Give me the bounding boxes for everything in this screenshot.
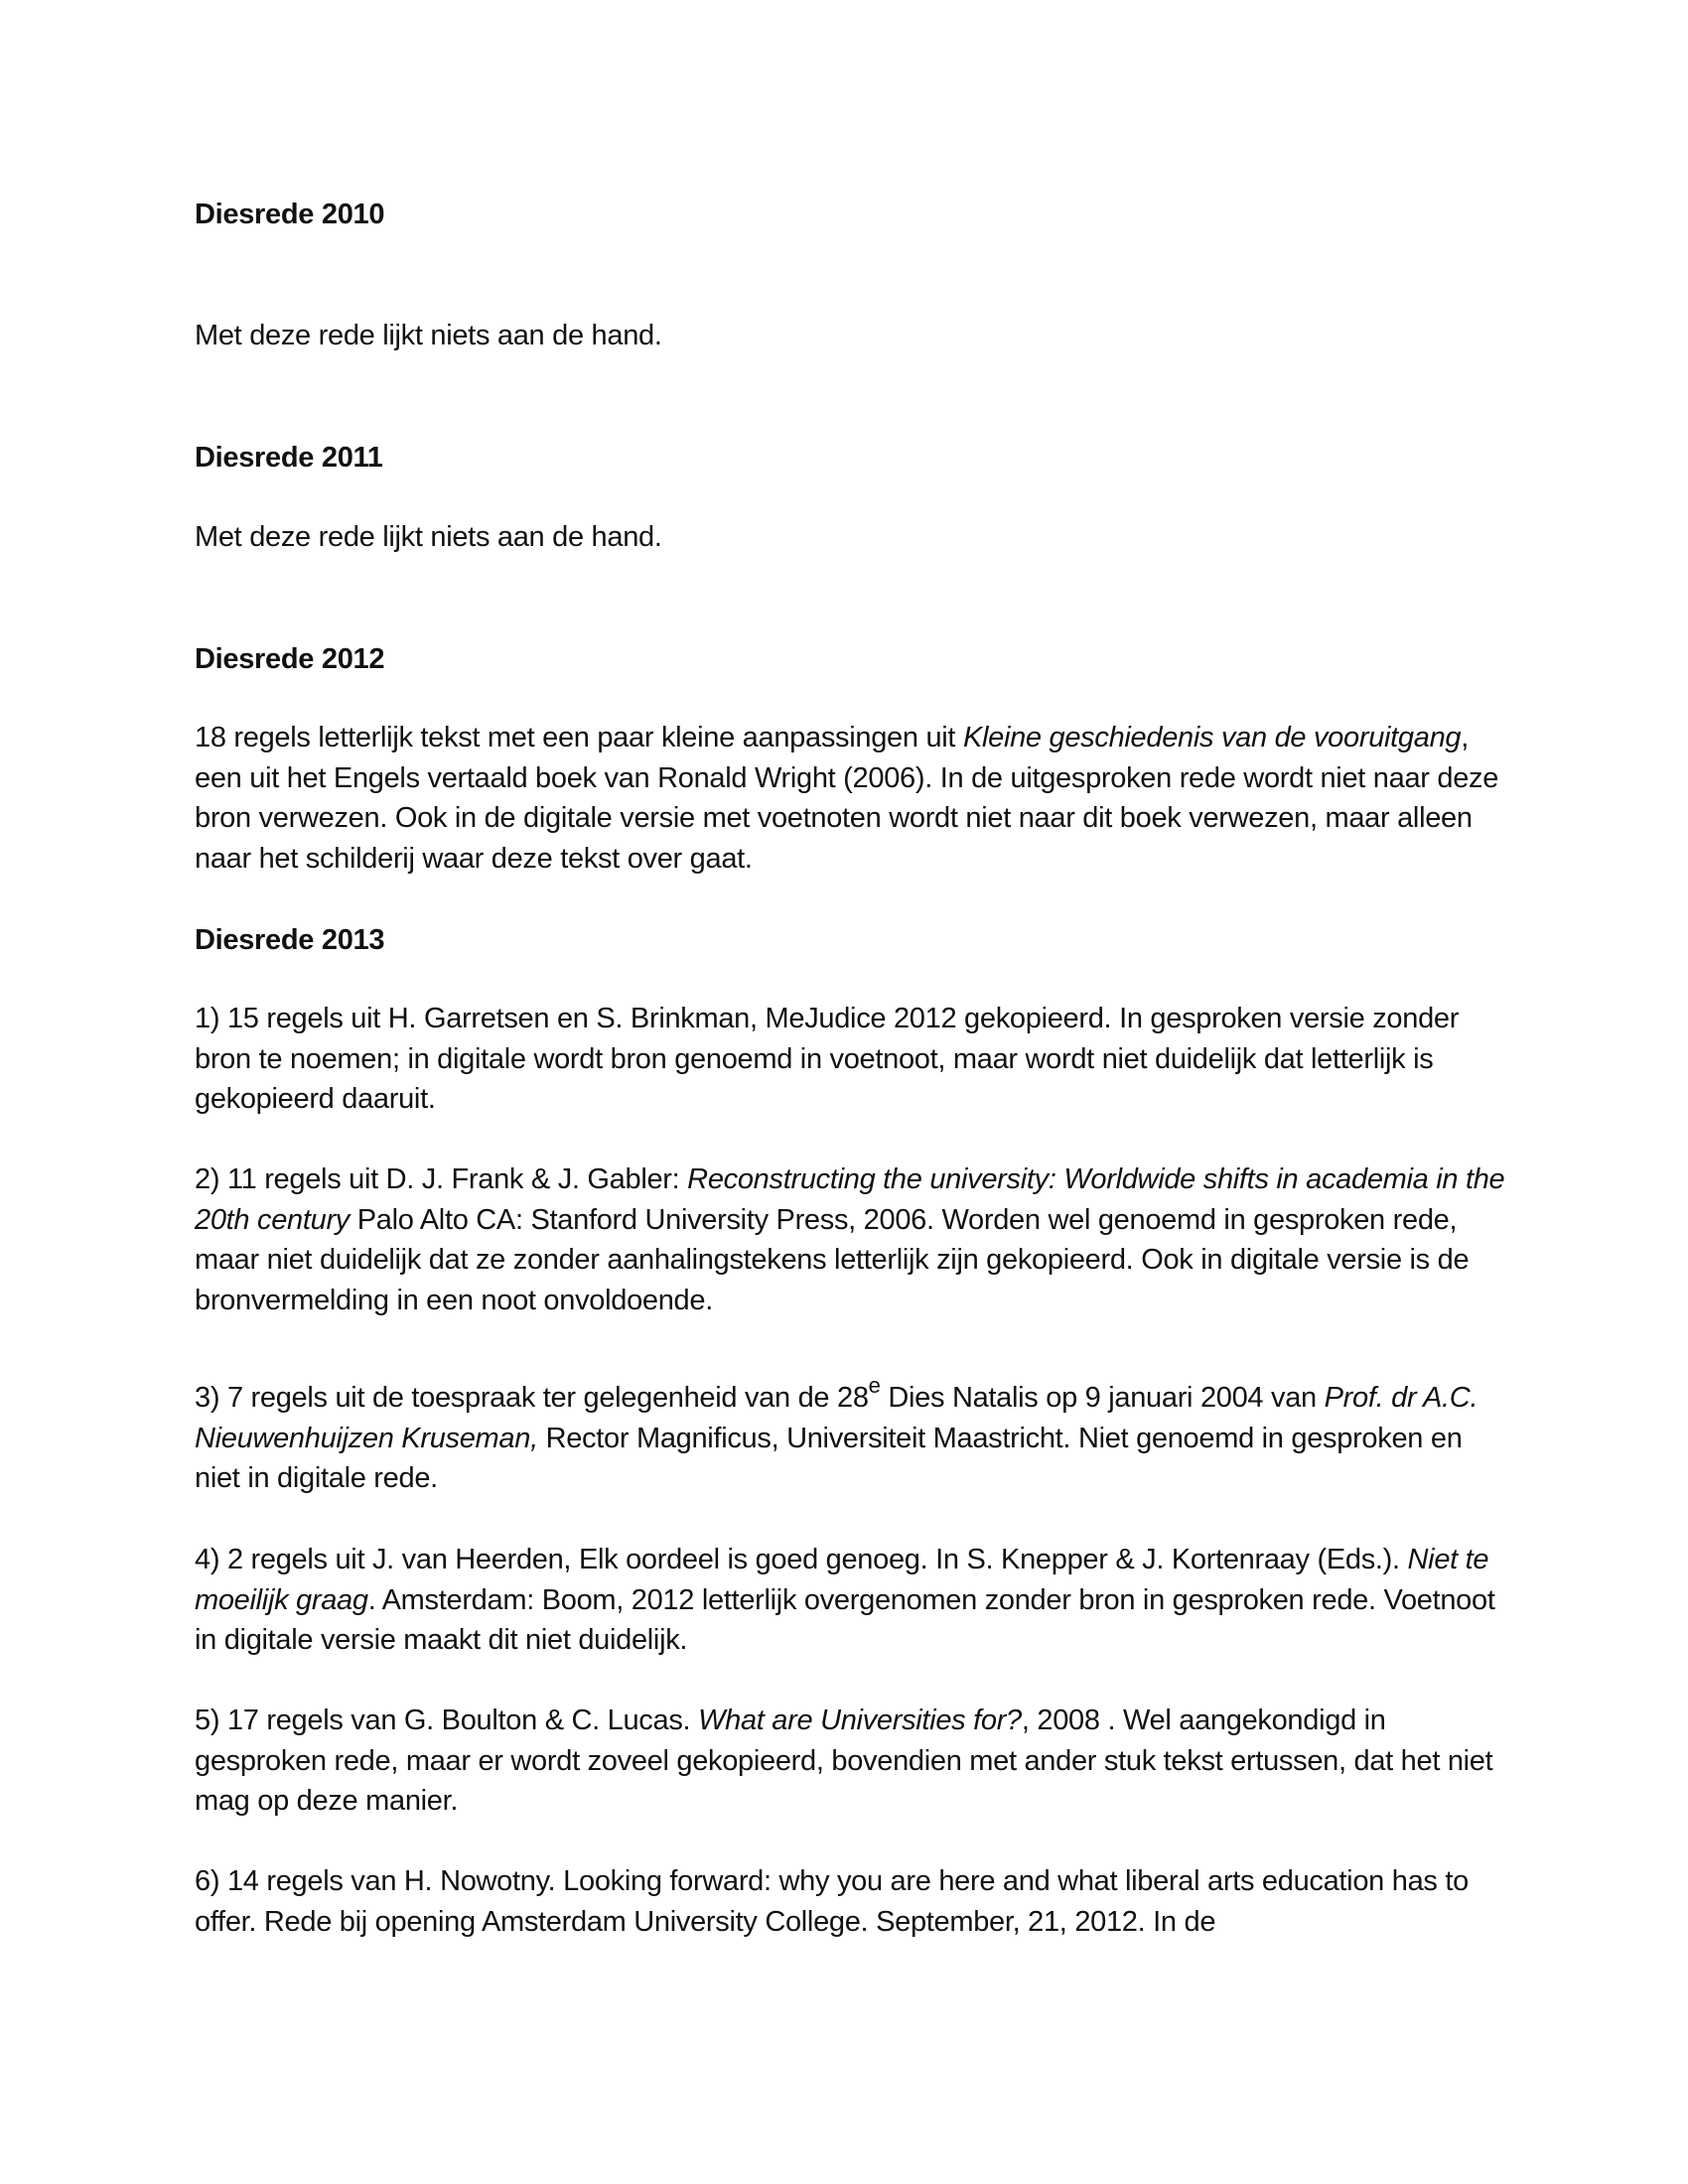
section-2011 <box>195 438 1505 478</box>
list-item <box>195 1861 1505 1942</box>
section-heading: Diesrede 2012 <box>195 643 385 675</box>
list-item <box>195 999 1505 1120</box>
paragraph <box>195 1540 1505 1661</box>
text-run: , een uit het Engels vertaald boek van Ronald Wright (2006). In de uitgesproken rede wordt niet naar deze bron verwezen. Ook in de digitale versie met voetnoten wordt niet naar dit boek verwezen, maar alleen naar het schilderij waar deze tekst over gaat. <box>195 722 1499 875</box>
section-heading: Diesrede 2010 <box>195 199 385 230</box>
paragraph: Met deze rede lijkt niets aan de hand. <box>195 320 662 351</box>
text-run: 2) 11 regels uit D. J. Frank & J. Gabler: <box>195 1163 688 1195</box>
book-title: What are Universities for? <box>698 1705 1022 1736</box>
paragraph: 1) 15 regels uit H. Garretsen en S. Brinkman, MeJudice 2012 gekopieerd. In gesproken versie zonder bron te noemen; in digitale wordt bron genoemd in voetnoot, maar wordt niet duidelijk dat letterlijk is gekopieerd daaruit. <box>195 1003 1460 1115</box>
text-run: 4) 2 regels uit J. van Heerden, Elk oordeel is goed genoeg. In S. Knepper & J. Kortenraay (Eds.). <box>195 1544 1408 1575</box>
section-heading: Diesrede 2013 <box>195 924 385 956</box>
speaker-name: Prof. dr A.C. Nieuwenhuijzen Kruseman, <box>195 1382 1478 1454</box>
paragraph: Met deze rede lijkt niets aan de hand. <box>195 521 662 553</box>
section-2012 <box>195 639 1505 680</box>
paragraph <box>195 1373 1505 1499</box>
section-2012-body <box>195 718 1505 879</box>
text-run: . Amsterdam: Boom, 2012 letterlijk overgenomen zonder bron in gesproken rede. Voetnoot in digitale versie maakt dit niet duidelijk. <box>195 1583 1495 1656</box>
document-page <box>195 0 1505 2184</box>
book-title: Kleine geschiedenis van de vooruitgang <box>962 722 1462 753</box>
text-run: Dies Natalis op 9 januari 2004 van <box>880 1382 1325 1414</box>
paragraph: 6) 14 regels van H. Nowotny. Looking forward: why you are here and what liberal arts education has to offer. Rede bij opening Amsterdam University College. September, 21, 2012. In de <box>195 1865 1469 1938</box>
section-2010 <box>195 195 1505 235</box>
book-title: Niet te moeilijk graag <box>195 1544 1489 1616</box>
section-heading: Diesrede 2011 <box>195 442 383 474</box>
text-run: Palo Alto CA: Stanford University Press, 2006. Worden wel genoemd in gesproken rede, maar niet duidelijk dat ze zonder aanhalingstekens letterlijk zijn gekopieerd. Ook in digitale versie is de bronvermelding in een noot onvoldoende. <box>195 1203 1470 1316</box>
section-2010-body <box>195 316 1505 356</box>
text-run: 3) 7 regels uit de toespraak ter gelegenheid van de 28 <box>195 1382 869 1414</box>
list-item <box>195 1701 1505 1822</box>
section-2011-body <box>195 517 1505 558</box>
book-title: Reconstructing the university: Worldwide shifts in academia in the 20th century <box>195 1163 1505 1236</box>
text-run: 18 regels letterlijk tekst met een paar kleine aanpassingen uit <box>195 722 963 753</box>
paragraph <box>195 1160 1505 1320</box>
text-run: , 2008 . Wel aangekondigd in gesproken rede, maar er wordt zoveel gekopieerd, bovendien met ander stuk tekst ertussen, dat het niet mag op deze manier. <box>195 1705 1493 1817</box>
text-run: Rector Magnificus, Universiteit Maastricht. Niet genoemd in gesproken en niet in digitale rede. <box>195 1422 1463 1494</box>
section-2013 <box>195 920 1505 961</box>
text-run: 5) 17 regels van G. Boulton & C. Lucas. <box>195 1705 699 1736</box>
paragraph <box>195 718 1505 879</box>
list-item <box>195 1160 1505 1320</box>
superscript: e <box>868 1373 881 1398</box>
paragraph <box>195 1701 1505 1822</box>
list-item <box>195 1540 1505 1661</box>
list-item <box>195 1373 1505 1499</box>
